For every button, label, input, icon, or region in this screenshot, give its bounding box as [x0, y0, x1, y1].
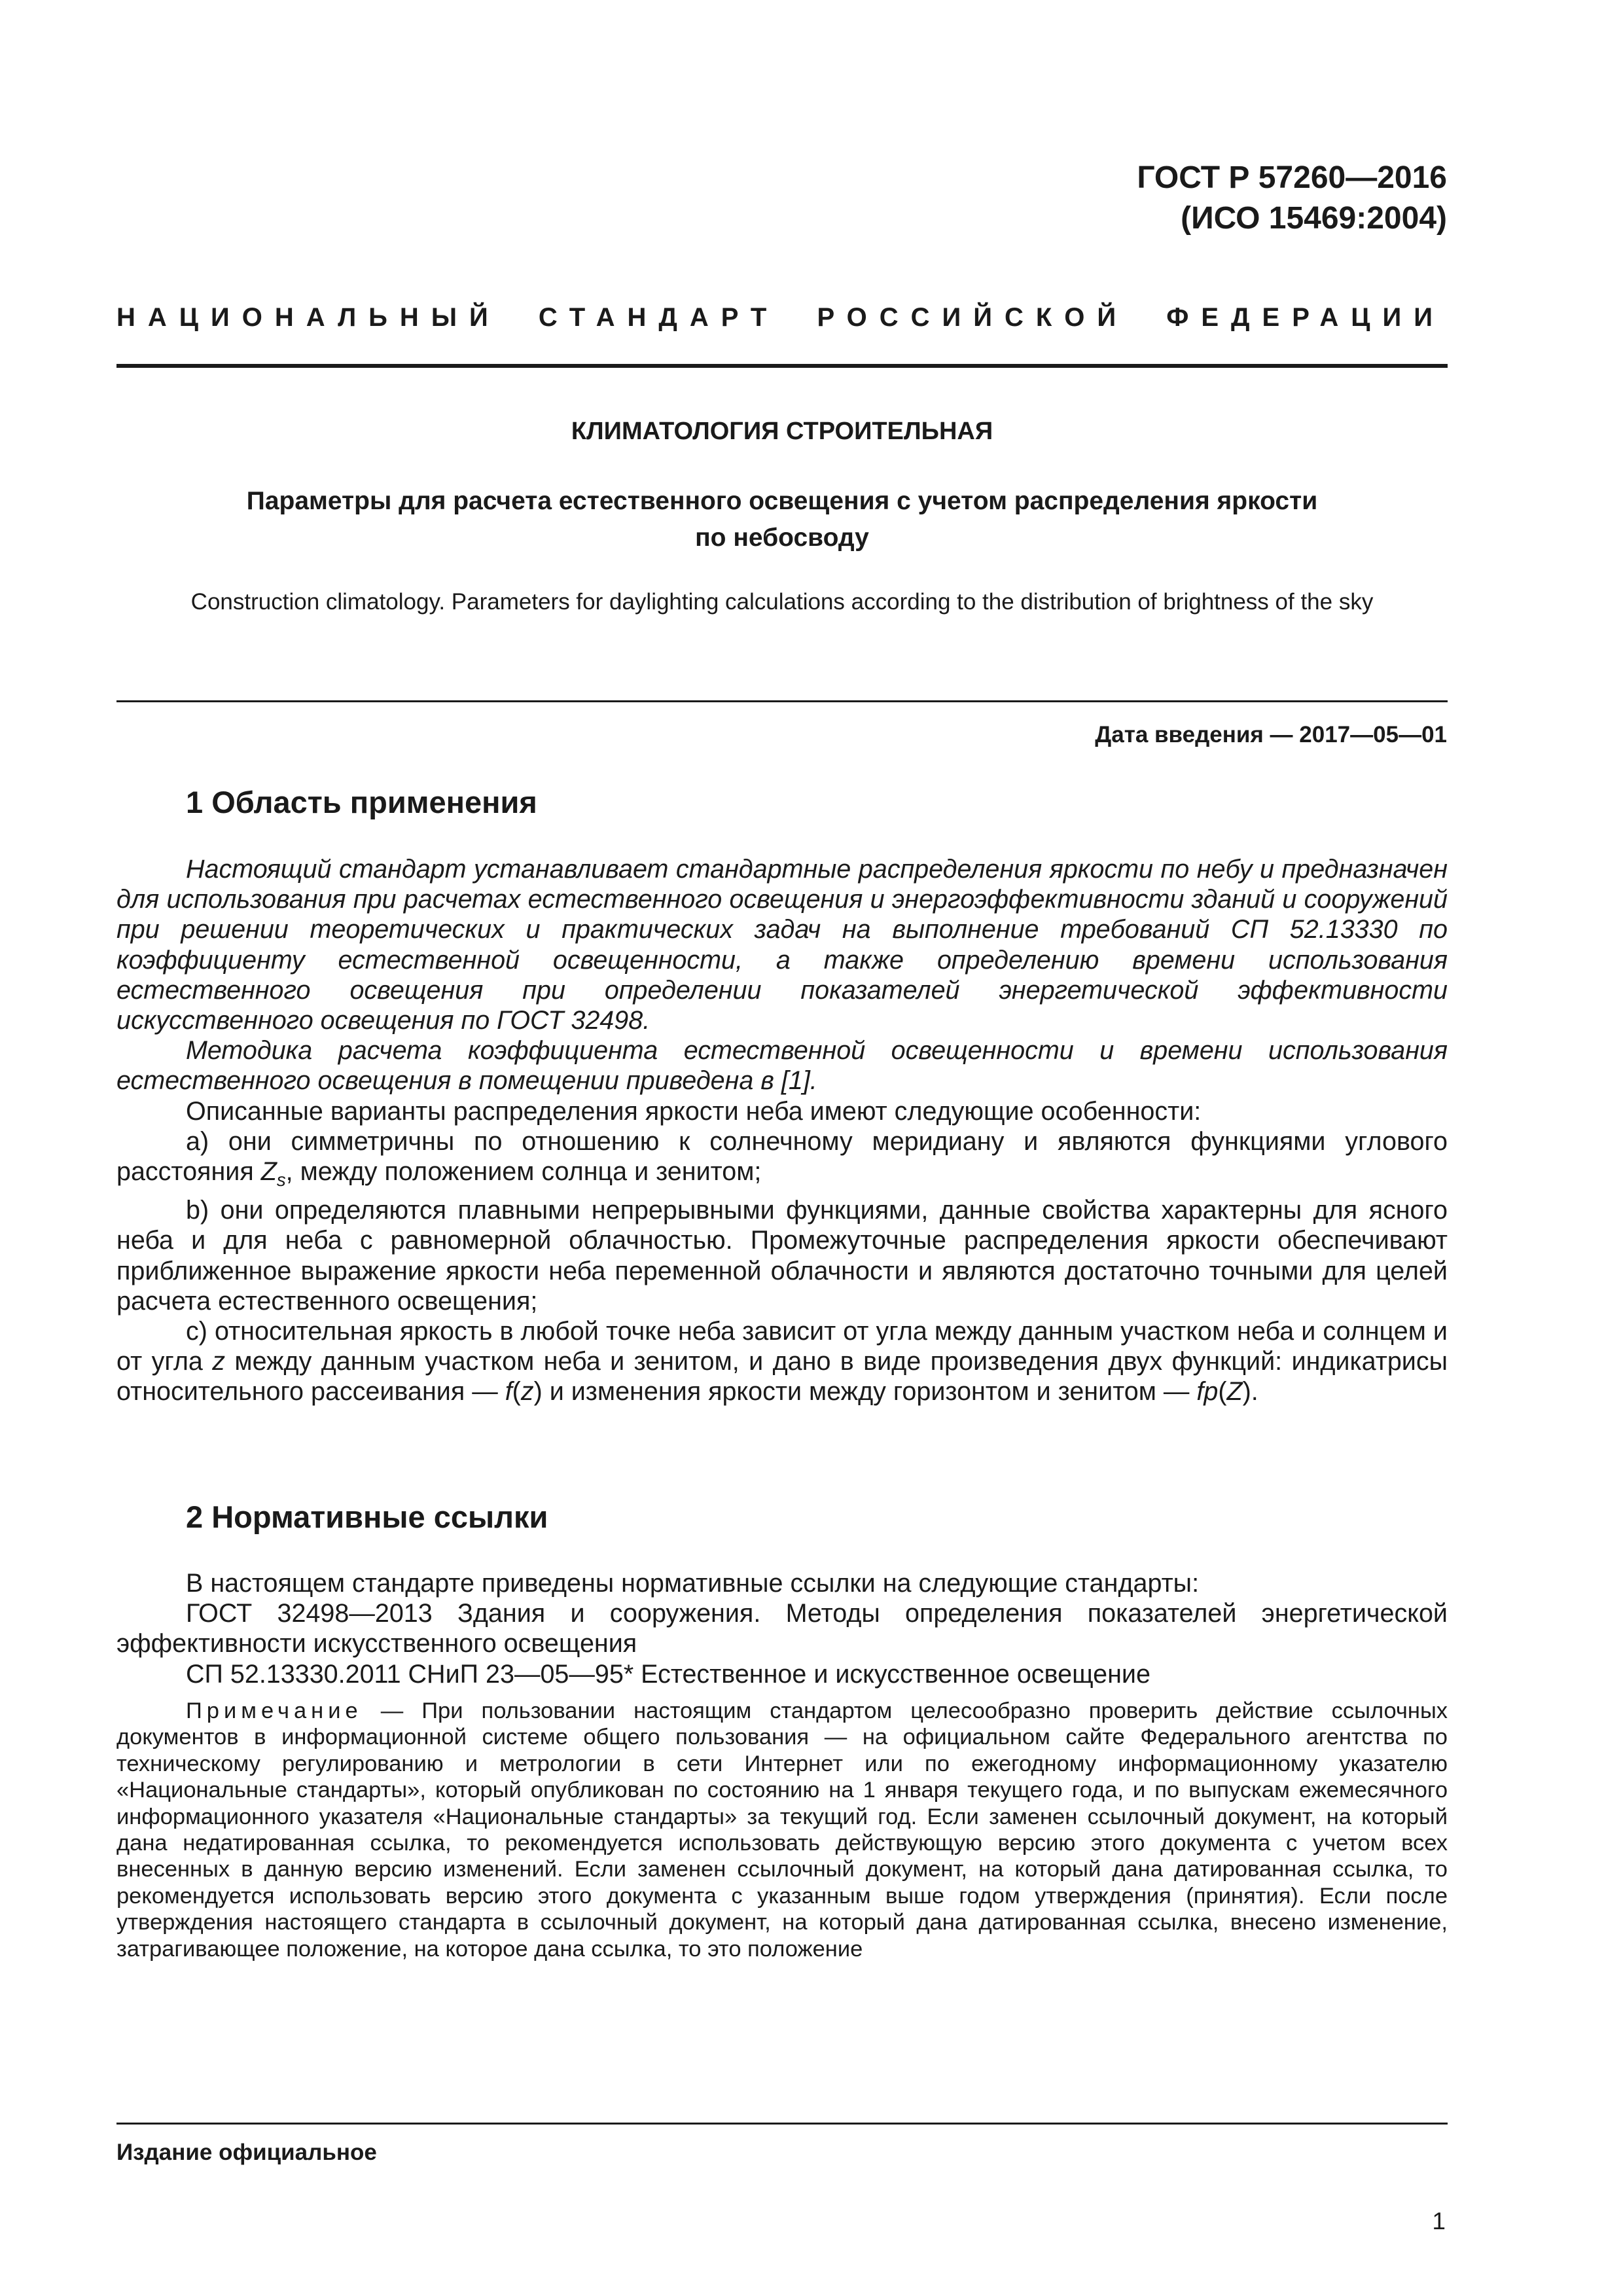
footer-rule — [116, 2123, 1448, 2125]
section-2-body — [116, 1568, 1448, 1689]
document-title: КЛИМАТОЛОГИЯ СТРОИТЕЛЬНАЯ — [571, 418, 993, 445]
feature-item-a: а) они симметричны по отношению к солнечному меридиану и являются функциями углового расстояния $Z_s$, между положением солнца и зенитом; — [116, 1126, 1448, 1190]
english-title: Construction climatology. Parameters for daylighting calculations according to the distribution of brightness of the sky — [190, 589, 1374, 615]
features-intro: Описанные варианты распределения яркости неба имеют следующие особенности: — [186, 1096, 1202, 1126]
banner-word: РОССИЙСКОЙ — [817, 303, 1129, 332]
note-label: Примечание — [186, 1698, 363, 1723]
banner-word: НАЦИОНАЛЬНЫЙ — [116, 303, 501, 332]
page-number: 1 — [1432, 2208, 1446, 2234]
document-subtitle — [116, 483, 1448, 556]
standard-designation: ГОСТ Р 57260—2016 — [1137, 160, 1447, 195]
method-paragraph — [116, 1035, 1448, 1096]
section-1-heading: 1 Область применения — [186, 785, 537, 819]
national-standard-banner — [116, 303, 1445, 332]
banner-word: СТАНДАРТ — [538, 303, 779, 332]
official-edition-label: Издание официальное — [116, 2140, 377, 2165]
introduction-date: Дата введения — 2017—05—01 — [1095, 722, 1447, 747]
references-intro: В настоящем стандарте приведены нормативные ссылки на следующие стандарты: — [186, 1569, 1200, 1598]
reference-item: СП 52.13330.2011 СНиП 23—05—95* Естественное и искусственное освещение — [186, 1659, 1150, 1689]
references-note — [116, 1698, 1448, 1962]
method-text: Методика расчета коэффициента естественной освещенности и времени использования естественного освещения в помещении приведена в [1]. — [116, 1036, 1448, 1096]
section-1-body — [116, 854, 1448, 1407]
feature-item-b: b) они определяются плавными непрерывными функциями, данные свойства характерны для ясного неба и для неба с равномерной облачностью. Промежуточные распределения яркости обеспечивают приближенное выражение яркости неба переменной облачности и являются достаточно точными для целей расчета естественного освещения; — [116, 1196, 1448, 1316]
feature-item-c: с) относительная яркость в любой точке неба зависит от угла между данным участком неба и солнцем и от угла z между данным участком неба и зенитом, и дано в виде произведения двух функций: индикатрисы относительного рассеивания — f(z) и изменения яркости между горизонтом и зенитом — fp(Z). — [116, 1316, 1448, 1407]
scope-paragraph — [116, 854, 1448, 1035]
scope-text: Настоящий стандарт устанавливает стандартные распределения яркости по небу и предназначен для использования при расчетах естественного освещения и энергоэффективности зданий и сооружений при решении теоретических и практических задач на выполнение требований СП 52.13330 по коэффициенту естественной освещенности, а также определению времени использования естественного освещения при определении показателей энергетической эффективности искусственного освещения по ГОСТ 32498. — [116, 855, 1448, 1035]
header-rule — [116, 364, 1448, 368]
note-text: — При пользовании настоящим стандартом целесообразно проверить действие ссылочных документов в информационной системе общего пользования — на официальном сайте Федерального агентства по техническому регулированию и метрологии в сети Интернет или по ежегодному информационному указателю «Национальные стандарты», который опубликован по состоянию на 1 января текущего года, и по выпускам ежемесячного информационного указателя «Национальные стандарты» за текущий год. Если заменен ссылочный документ, на который дана недатированная ссылка, то рекомендуется использовать действующую версию этого документа с учетом всех внесенных в данную версию изменений. Если заменен ссылочный документ, на который дана датированная ссылка, то рекомендуется использовать версию этого документа с указанным выше годом утверждения (принятия). Если после утверждения настоящего стандарта в ссылочный документ, на который дана датированная ссылка, внесено изменение, затрагивающее положение, на которое дана ссылка, то это положение — [116, 1698, 1448, 1962]
international-designation: (ИСО 15469:2004) — [1181, 201, 1447, 236]
reference-item: ГОСТ 32498—2013 Здания и сооружения. Методы определения показателей энергетической эффективности искусственного освещения — [116, 1599, 1448, 1659]
title-rule — [116, 700, 1448, 702]
subtitle-line: по небосводу — [695, 524, 869, 552]
section-2-heading: 2 Нормативные ссылки — [186, 1499, 548, 1534]
banner-word: ФЕДЕРАЦИИ — [1166, 303, 1445, 332]
subtitle-line: Параметры для расчета естественного освещения с учетом распределения яркости — [246, 487, 1318, 515]
